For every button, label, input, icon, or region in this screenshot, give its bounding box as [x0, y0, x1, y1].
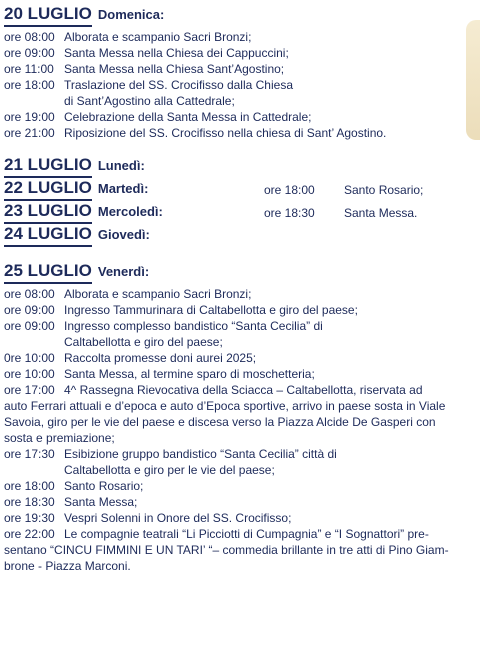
weekday-label: Domenica: — [97, 7, 165, 22]
date-label: 22 LUGLIO — [4, 178, 92, 201]
event-time: ore 19:00 — [4, 110, 55, 124]
event-time: ore 17:30 — [4, 447, 55, 461]
day-header — [4, 224, 472, 247]
event-line — [4, 350, 472, 366]
event-line — [4, 446, 472, 462]
event-text-continued: brone - Piazza Marconi. — [4, 559, 131, 573]
weekday-label: Giovedì: — [97, 227, 150, 242]
event-text: Santo Rosario; — [64, 479, 144, 493]
event-line — [4, 29, 472, 45]
day-section-21-24 — [4, 155, 472, 247]
day-header — [4, 261, 472, 284]
event-text-continued: Savoia, giro per le vie del paese e discesa verso la Piazza Alcide De Gasperi con — [4, 415, 436, 429]
event-line — [4, 61, 472, 77]
event-text: Esibizione gruppo bandistico “Santa Cecilia” città di — [64, 447, 337, 461]
event-continuation — [4, 430, 472, 446]
weekday-label: Mercoledì: — [97, 204, 163, 219]
event-line — [4, 478, 472, 494]
event-continuation — [4, 558, 472, 574]
event-time: ore 18:30 — [4, 495, 55, 509]
event-time: ore 22:00 — [4, 527, 55, 541]
event-text: Riposizione del SS. Crocifisso nella chiesa di Sant’ Agostino. — [64, 126, 387, 140]
event-line — [4, 109, 472, 125]
event-text-continued: Caltabellotta e giro per le vie del paese; — [64, 463, 275, 477]
date-label: 25 LUGLIO — [4, 261, 92, 284]
event-time: ore 10:00 — [4, 367, 55, 381]
event-time: ore 21:00 — [4, 126, 55, 140]
event-time: ore 09:00 — [4, 319, 55, 333]
event-line — [4, 318, 472, 334]
event-text: Ingresso complesso bandistico “Santa Cecilia” di — [64, 319, 323, 333]
event-continuation — [4, 462, 472, 478]
event-text: Le compagnie teatrali “Li Picciotti di Cumpagnia” e “I Sognattori” pre- — [64, 527, 429, 541]
weekday-label: Lunedì: — [97, 158, 145, 173]
event-time: ore 11:00 — [4, 62, 54, 76]
event-line — [4, 382, 472, 398]
event-line — [4, 494, 472, 510]
event-time: 0re 10:00 — [4, 351, 55, 365]
event-line — [4, 510, 472, 526]
event-line — [4, 286, 472, 302]
event-text: Santa Messa nella Chiesa Sant’Agostino; — [64, 62, 285, 76]
date-label: 24 LUGLIO — [4, 224, 92, 247]
event-text: Alborata e scampanio Sacri Bronzi; — [64, 287, 252, 301]
event-continuation — [4, 398, 472, 414]
event-time: ore 09:00 — [4, 303, 55, 317]
event-time: ore 18:00 — [4, 479, 55, 493]
day-header — [4, 178, 264, 201]
event-time: ore 18:00 — [264, 182, 315, 197]
event-text: Traslazione del SS. Crocifisso dalla Chiesa — [64, 78, 293, 92]
date-label: 23 LUGLIO — [4, 201, 92, 224]
event-text: Celebrazione della Santa Messa in Cattedrale; — [64, 110, 312, 124]
weekday-label: Martedì: — [97, 181, 149, 196]
event-text: Santa Messa, al termine sparo di moschetteria; — [64, 367, 315, 381]
event-time: ore 18:30 — [264, 205, 315, 220]
event-text: Santa Messa; — [64, 495, 138, 509]
right-item — [264, 206, 472, 220]
event-text: Alborata e scampanio Sacri Bronzi; — [64, 30, 252, 44]
event-text: Ingresso Tammurinara di Caltabellotta e giro del paese; — [64, 303, 358, 317]
day-row — [4, 201, 472, 224]
event-text-continued: Caltabellotta e giro del paese; — [64, 335, 223, 349]
event-time: ore 19:30 — [4, 511, 55, 525]
day-row — [4, 178, 472, 201]
event-text: Santa Messa nella Chiesa dei Cappuccini; — [64, 46, 289, 60]
events-list — [4, 286, 472, 574]
event-time: ore 09:00 — [4, 46, 55, 60]
event-text-continued: sentano “CINCU FIMMINI E UN TARI’ “– commedia brillante in tre atti di Pino Giam- — [4, 543, 449, 557]
event-text-continued: di Sant’Agostino alla Cattedrale; — [64, 94, 235, 108]
event-line — [4, 77, 472, 93]
date-label: 21 LUGLIO — [4, 155, 92, 178]
date-label: 20 LUGLIO — [4, 4, 92, 27]
event-continuation — [4, 542, 472, 558]
event-time: ore 08:00 — [4, 30, 55, 44]
event-continuation — [4, 93, 472, 109]
day-section-25 — [4, 261, 472, 574]
event-text: Santa Messa. — [344, 205, 418, 220]
event-text: 4^ Rassegna Rievocativa della Sciacca – Caltabellotta, riservata ad — [64, 383, 423, 397]
events-list — [4, 29, 472, 141]
weekday-label: Venerdì: — [97, 264, 150, 279]
event-line — [4, 366, 472, 382]
event-text-continued: sosta e premiazione; — [4, 431, 115, 445]
event-text: Raccolta promesse doni aurei 2025; — [64, 351, 257, 365]
event-text: Vespri Solenni in Onore del SS. Crocifisso; — [64, 511, 292, 525]
day-header — [4, 201, 264, 224]
event-line — [4, 45, 472, 61]
event-time: ore 18:00 — [4, 78, 55, 92]
program-page — [4, 4, 472, 588]
event-text: Santo Rosario; — [344, 182, 424, 197]
day-section-20 — [4, 4, 472, 141]
event-continuation — [4, 334, 472, 350]
day-header — [4, 155, 472, 178]
event-line — [4, 526, 472, 542]
event-text-continued: auto Ferrari attuali e d’epoca e auto d’Epoca sportive, arrivo in paese sosta in Viale — [4, 399, 446, 413]
right-item — [264, 183, 472, 197]
event-line — [4, 302, 472, 318]
event-continuation — [4, 414, 472, 430]
day-header — [4, 4, 472, 27]
event-time: ore 17:00 — [4, 383, 55, 397]
event-time: ore 08:00 — [4, 287, 55, 301]
event-line — [4, 125, 472, 141]
